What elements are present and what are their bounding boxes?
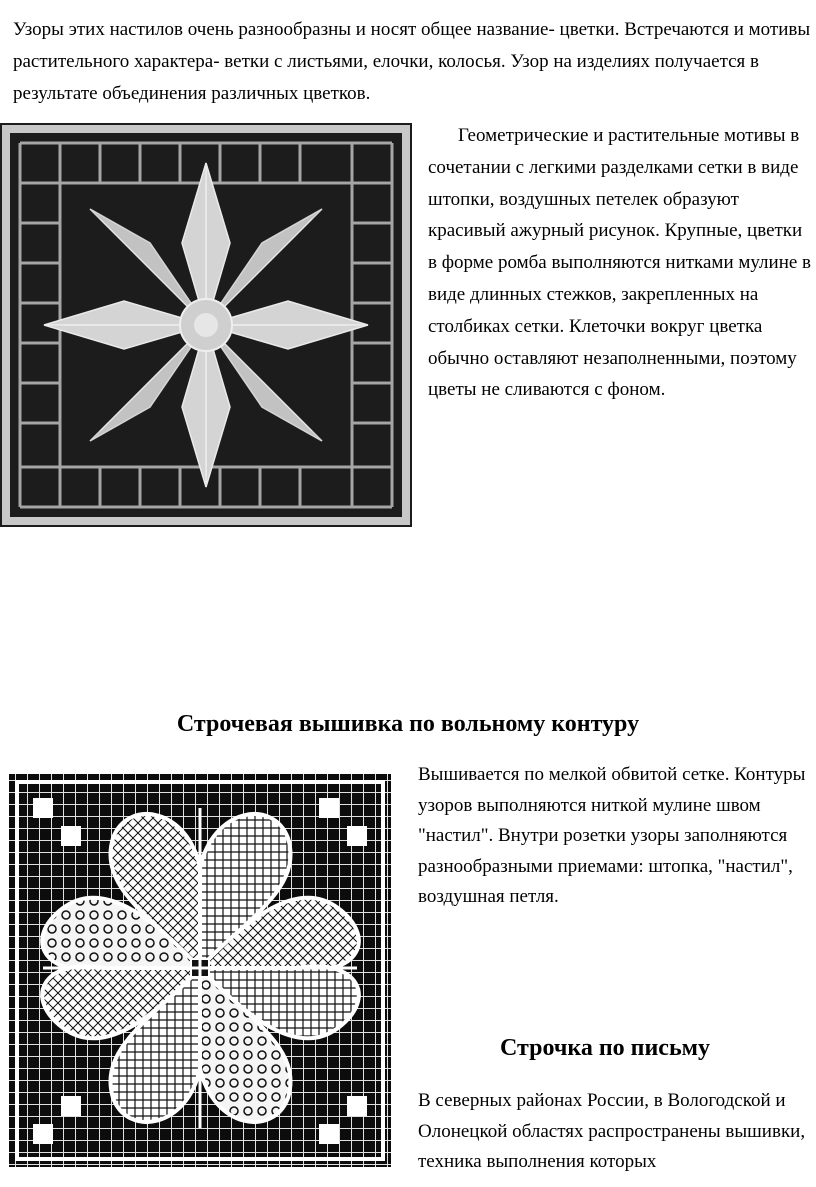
rosette-embroidery-illustration — [3, 768, 397, 1173]
intro-paragraph: Узоры этих настилов очень разнообразны и носят общее название- цветки. Встречаются и мотивы растительного характера- ветки с листьями, елочки, колосья. Узор на изделиях получается в результате объединения различных цветков. — [13, 19, 811, 104]
heading-strochevaya: Строчевая вышивка по вольному контуру — [176, 711, 640, 737]
section1-paragraph — [428, 120, 814, 406]
section2-paragraph: Вышивается по мелкой обвитой сетке. Контуры узоров выполняются ниткой мулине швом "настил". Внутри розетки узоры заполняются разнообразными приемами: штопка, "настил", воздушная петля. — [418, 764, 806, 907]
section1-paragraph-text: Геометрические и растительные мотивы в сочетании с легкими разделками сетки в виде штопки, воздушных петелек образуют красивый ажурный рисунок. Крупные, цветки в форме ромба выполняются нитками мулине в виде длинных стежков, закрепленных на столбиках сетки. Клеточки вокруг цветка обычно оставляют незаполненными, поэтому цветы не сливаются с фоном. — [428, 125, 812, 401]
section3-paragraph: В северных районах России, в Вологодской и Олонецкой областях распространены вышивки, техника выполнения которых — [418, 1090, 806, 1172]
lace-flower-illustration — [0, 123, 412, 527]
rosette-embroidery-photo — [3, 768, 397, 1173]
heading-strochka-po-pismu: Строчка по письму — [500, 1035, 710, 1061]
lace-flower-photo — [0, 123, 412, 527]
